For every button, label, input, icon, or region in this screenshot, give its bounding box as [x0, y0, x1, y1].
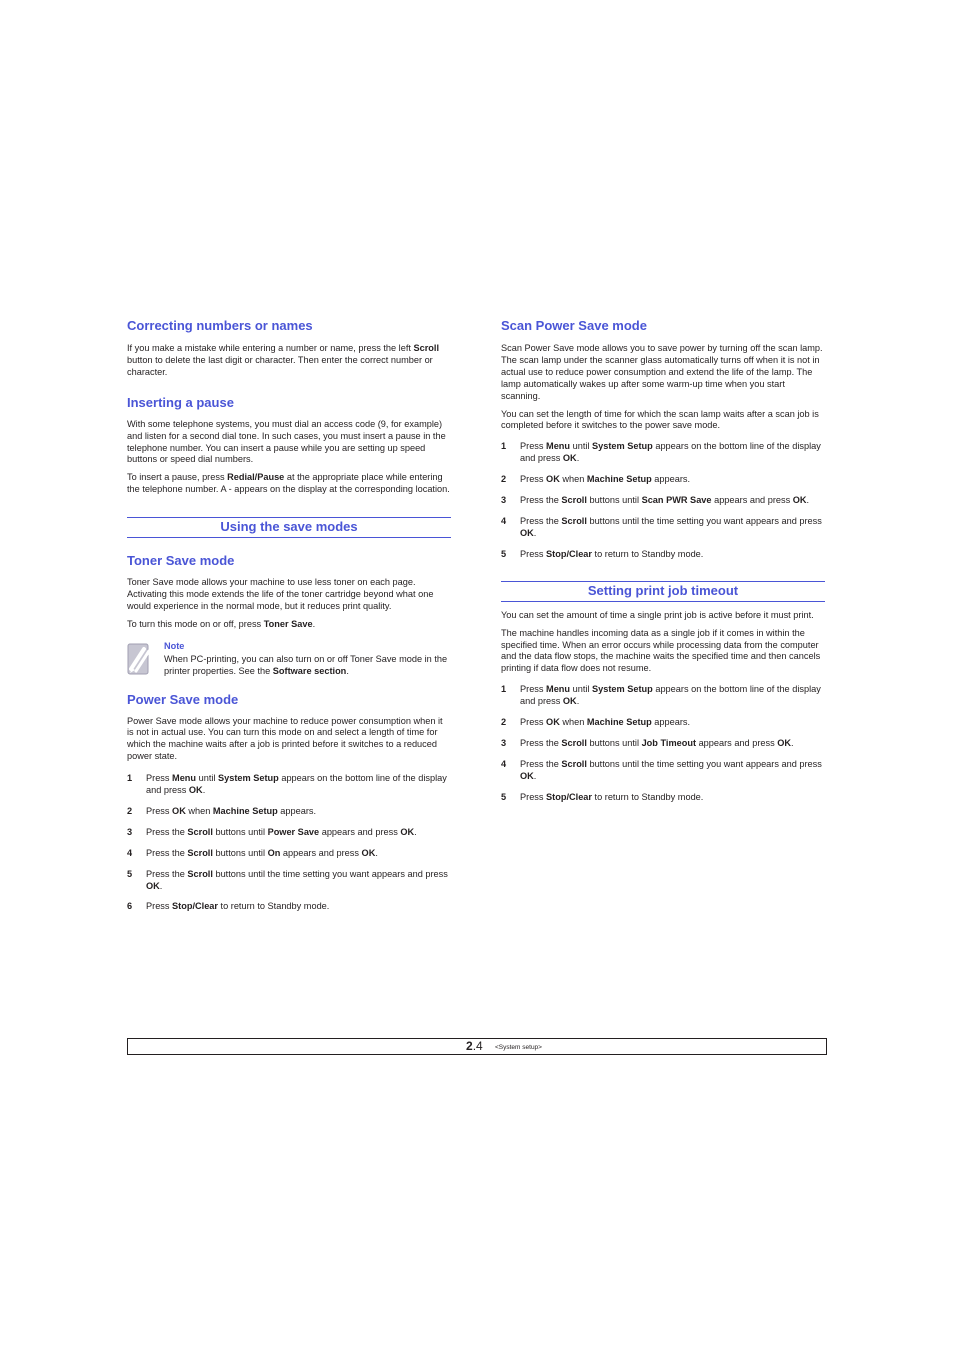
note-text: When PC-printing, you can also turn on or off Toner Save mode in the printer properties. See the Software section. — [164, 653, 448, 676]
bold-term: OK — [546, 474, 560, 485]
bold-term: OK — [188, 785, 203, 796]
heading-power-save: Power Save mode — [127, 691, 239, 707]
bold-term: On — [267, 847, 281, 858]
note-box — [127, 641, 451, 678]
step-text: Press Stop/Clear to return to Standby mode. — [146, 901, 330, 912]
bold-term: OK — [562, 696, 577, 707]
step-number: 5 — [127, 868, 133, 879]
step-number: 1 — [501, 684, 507, 695]
bold-term: Redial/Pause — [227, 472, 285, 483]
timeout-paragraph-2: The machine handles incoming data as a single job if it comes in within the specified time. When an error occurs while processing data from the computer and the data flow stops, the machine waits the specified time and then cancels printing if data flow does not resume. — [501, 627, 821, 674]
bold-term: Software section — [272, 665, 347, 676]
bold-term: OK — [520, 527, 534, 538]
page-sub: .4 — [472, 1039, 483, 1053]
bold-term: OK — [172, 805, 186, 816]
step-text: Press Stop/Clear to return to Standby mode. — [520, 791, 704, 802]
step-text: Press Menu until System Setup appears on the bottom line of the display and press OK. — [520, 684, 821, 707]
heading-scan-power-save: Scan Power Save mode — [501, 318, 647, 333]
bold-term: Menu — [172, 773, 197, 784]
toner-paragraph-2: To turn this mode on or off, press Toner Save. — [127, 618, 316, 629]
bold-term: Scroll — [561, 737, 587, 748]
step-text: Press the Scroll buttons until the time setting you want appears and press OK. — [146, 868, 448, 891]
step-item — [127, 901, 451, 913]
bold-term: Scroll — [187, 847, 213, 858]
timeout-paragraph-1: You can set the amount of time a single print job is active before it must print. — [501, 609, 814, 620]
step-item — [127, 806, 451, 818]
bold-term: OK — [400, 826, 415, 837]
section-title-save-modes: Using the save modes — [127, 517, 451, 538]
bold-term: Scroll — [561, 758, 587, 769]
note-title: Note — [164, 640, 185, 651]
step-number: 6 — [127, 901, 133, 912]
bold-term: Machine Setup — [586, 717, 652, 728]
section-title-job-timeout: Setting print job timeout — [501, 581, 825, 602]
note-pencil-icon — [127, 643, 153, 675]
step-item — [501, 549, 825, 561]
pause-paragraph-2: To insert a pause, press Redial/Pause at the appropriate place while entering the telephone number. A - appears on the display at the corresponding location. — [127, 472, 450, 495]
step-number: 1 — [501, 441, 507, 452]
power-paragraph-1: Power Save mode allows your machine to reduce power consumption when it is not in actual use. You can turn this mode on and select a length of time for which the machine waits after a job is printed before it switches to a reduced power state. — [127, 715, 443, 762]
step-text: Press OK when Machine Setup appears. — [520, 717, 691, 728]
step-number: 2 — [501, 717, 507, 728]
step-number: 3 — [501, 737, 507, 748]
step-number: 3 — [127, 826, 133, 837]
step-text: Press the Scroll buttons until the time setting you want appears and press OK. — [520, 515, 822, 538]
timeout-steps — [501, 684, 825, 803]
power-steps — [127, 773, 451, 913]
step-number: 5 — [501, 548, 507, 559]
step-item — [501, 495, 825, 507]
bold-term: OK — [361, 847, 376, 858]
bold-term: Scroll — [561, 495, 587, 506]
bold-term: Menu — [546, 684, 571, 695]
step-number: 4 — [501, 758, 507, 769]
step-text: Press Menu until System Setup appears on the bottom line of the display and press OK. — [146, 773, 447, 796]
step-item — [127, 848, 451, 860]
page-footer — [127, 1038, 827, 1055]
bold-term: OK — [546, 717, 560, 728]
page-chapter: 2 — [466, 1039, 473, 1053]
bold-term: OK — [562, 453, 577, 464]
bold-term: OK — [146, 880, 160, 891]
bold-term: Machine Setup — [586, 474, 652, 485]
step-number: 4 — [501, 515, 507, 526]
bold-term: Power Save — [267, 826, 320, 837]
heading-toner-save: Toner Save mode — [127, 553, 235, 569]
step-item — [501, 792, 825, 804]
bold-term: Scan PWR Save — [641, 495, 712, 506]
heading-correcting: Correcting numbers or names — [127, 318, 313, 333]
bold-term: Menu — [546, 441, 571, 452]
step-text: Press OK when Machine Setup appears. — [146, 805, 317, 816]
step-number: 3 — [501, 495, 507, 506]
bold-term: Stop/Clear — [172, 901, 218, 912]
bold-term: Toner Save — [263, 618, 313, 629]
bold-term: OK — [792, 495, 807, 506]
bold-term: OK — [777, 737, 792, 748]
step-number: 2 — [501, 474, 507, 485]
bold-term: OK — [520, 770, 534, 781]
step-text: Press the Scroll buttons until Scan PWR Save appears and press OK. — [520, 495, 810, 506]
step-item — [501, 717, 825, 729]
step-item — [127, 869, 451, 893]
page-number — [466, 1040, 483, 1053]
step-number: 1 — [127, 773, 133, 784]
scan-paragraph-1: Scan Power Save mode allows you to save power by turning off the scan lamp. The scan lamp under the scanner glass automatically turns off when it is not in actual use to reduce power consumption and extend the life of the lamp. The lamp automatically wakes up after some warm-up time when you start scanning. — [501, 343, 823, 401]
bold-term: System Setup — [218, 773, 279, 784]
bold-term: Scroll — [187, 868, 213, 879]
bold-term: Scroll — [413, 343, 440, 353]
step-item — [127, 773, 451, 797]
bold-term: Machine Setup — [212, 805, 278, 816]
bold-term: Scroll — [187, 826, 213, 837]
step-text: Press the Scroll buttons until Power Save appears and press OK. — [146, 826, 417, 837]
scan-steps — [501, 441, 825, 560]
step-text: Press OK when Machine Setup appears. — [520, 474, 691, 485]
step-text: Press the Scroll buttons until Job Timeout appears and press OK. — [520, 737, 794, 748]
bold-term: Scroll — [561, 515, 587, 526]
step-number: 2 — [127, 805, 133, 816]
step-item — [501, 441, 825, 465]
step-item — [501, 684, 825, 708]
step-number: 4 — [127, 847, 133, 858]
step-item — [501, 474, 825, 486]
scan-paragraph-2: You can set the length of time for which the scan lamp waits after a scan job is completed before it switches to the power save mode. — [501, 408, 819, 431]
bold-term: Stop/Clear — [546, 548, 592, 559]
pause-paragraph-1: With some telephone systems, you must dial an access code (9, for example) and listen for a second dial tone. In such cases, you must insert a pause in the telephone number. You can insert a pause while you are setting up speed buttons or speed dial numbers. — [127, 418, 446, 465]
step-text: Press the Scroll buttons until On appears and press OK. — [146, 847, 378, 858]
toner-paragraph-1: Toner Save mode allows your machine to use less toner on each page. Activating this mode extends the life of the toner cartridge beyond what one would experience in the normal mode, but it reduces print quality. — [127, 577, 434, 611]
step-text: Press Stop/Clear to return to Standby mode. — [520, 548, 704, 559]
step-text: Press Menu until System Setup appears on the bottom line of the display and press OK. — [520, 441, 821, 464]
bold-term: Job Timeout — [641, 737, 697, 748]
step-item — [501, 516, 825, 540]
correcting-body: If you make a mistake while entering a number or name, press the left Scroll button to delete the last digit or character. Then enter the correct number or character. — [127, 343, 440, 377]
step-text: Press the Scroll buttons until the time setting you want appears and press OK. — [520, 758, 822, 781]
bold-term: System Setup — [592, 441, 653, 452]
chapter-label: <System setup> — [495, 1044, 542, 1051]
step-number: 5 — [501, 791, 507, 802]
step-item — [127, 827, 451, 839]
heading-pause: Inserting a pause — [127, 394, 234, 410]
bold-term: System Setup — [592, 684, 653, 695]
right-column — [501, 318, 825, 804]
bold-term: Stop/Clear — [546, 791, 592, 802]
step-item — [501, 759, 825, 783]
step-item — [501, 738, 825, 750]
left-column — [127, 318, 451, 913]
